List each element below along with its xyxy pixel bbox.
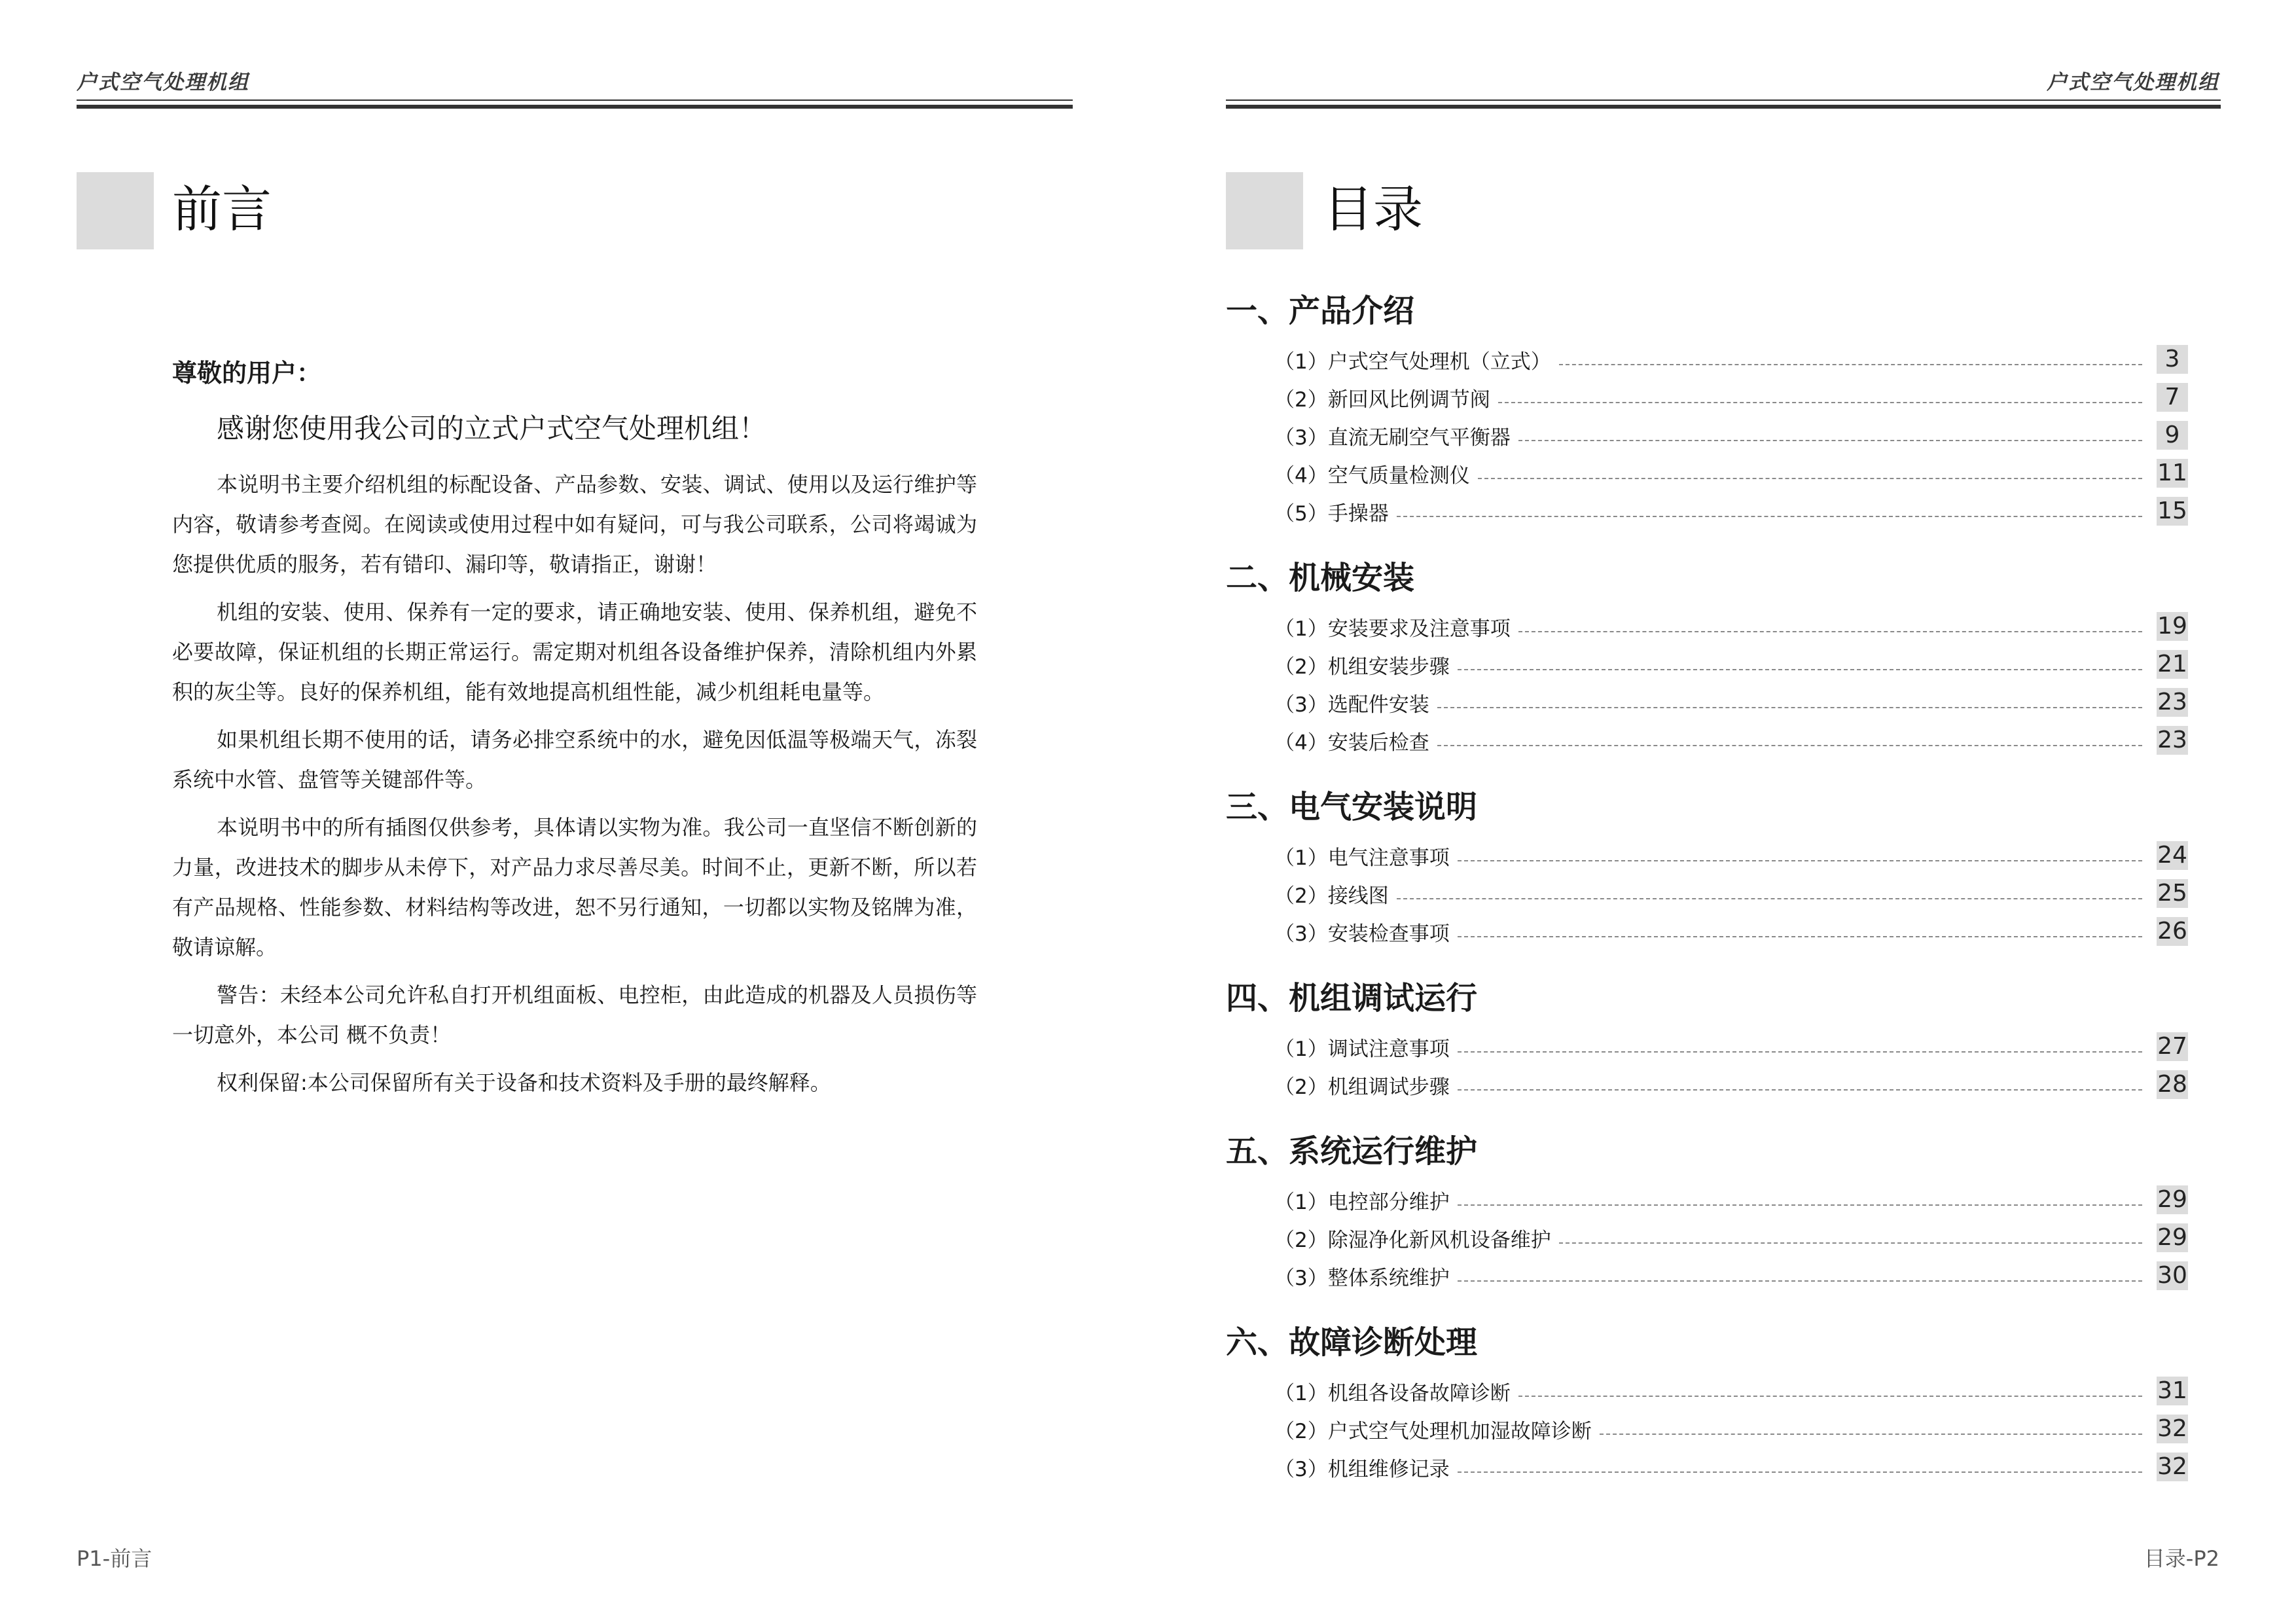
toc-leader	[1437, 707, 2142, 708]
toc-leader	[1397, 898, 2142, 899]
toc-leader	[1559, 1242, 2142, 1244]
toc-entry[interactable]	[1226, 378, 2188, 416]
toc-entry[interactable]	[1226, 1219, 2188, 1257]
toc-page-number: 23	[2157, 727, 2187, 753]
toc-entry[interactable]	[1226, 607, 2188, 645]
toc-page-number: 30	[2157, 1262, 2187, 1289]
toc-page-number: 28	[2157, 1071, 2187, 1098]
toc-section-title: 一、产品介绍	[1226, 293, 1415, 329]
toc-leader	[1518, 1396, 2142, 1397]
toc-leader	[1478, 478, 2142, 479]
toc-leader	[1600, 1434, 2142, 1435]
toc-leader	[1458, 1204, 2142, 1206]
toc-section-title: 二、机械安装	[1226, 560, 1415, 596]
warning-paragraph: 警告：未经本公司允许私自打开机组面板、电控柜，由此造成的机器及人员损伤等一切意外，本公司 概不负责！	[172, 983, 977, 1047]
toc-leader	[1559, 364, 2142, 365]
toc-entry[interactable]	[1226, 837, 2188, 875]
toc-page-number: 9	[2157, 421, 2188, 450]
preface-paragraph: 机组的安装、使用、保养有一定的要求，请正确地安装、使用、保养机组，避免不必要故障，保证机组的长期正常运行。需定期对机组各设备维护保养，清除机组内外累积的灰尘等。良好的保养机组，能有效地提高机组性能，减少机组耗电量等。	[172, 600, 977, 704]
toc-section-title: 四、机组调试运行	[1226, 980, 1478, 1017]
greeting: 尊敬的用户：	[172, 359, 322, 388]
toc-entry[interactable]	[1226, 492, 2188, 530]
toc-entry[interactable]	[1226, 875, 2188, 912]
toc-leader	[1458, 1089, 2142, 1091]
toc-page-number: 3	[2157, 345, 2188, 374]
header-rule-thin	[77, 99, 1073, 101]
preface-paragraph: 本说明书中的所有插图仅供参考，具体请以实物为准。我公司一直坚信不断创新的力量，改进技术的脚步从未停下，对产品力求尽善尽美。时间不止，更新不断，所以若有产品规格、性能参数、材料结构等改进，恕不另行通知，一切都以实物及铭牌为准，敬请谅解。	[172, 815, 977, 960]
preface-paragraph: 如果机组长期不使用的话，请务必排空系统中的水，避免因低温等极端天气，冻裂系统中水管、盘管等关键部件等。	[172, 727, 977, 792]
toc-section-title: 三、电气安装说明	[1226, 789, 1478, 825]
title-marker-block	[1226, 172, 1303, 249]
toc-page-number: 21	[2157, 651, 2187, 677]
toc-leader	[1397, 516, 2142, 517]
toc-entry-label: （3）机组维修记录	[1274, 1457, 1450, 1481]
toc-page-number: 7	[2157, 383, 2188, 412]
toc-leader	[1458, 860, 2142, 861]
toc-leader	[1458, 1471, 2142, 1473]
toc-entry-label: （3）直流无刷空气平衡器	[1274, 425, 1511, 450]
rights-paragraph: 权利保留:本公司保留所有关于设备和技术资料及手册的最终解释。	[217, 1070, 831, 1095]
header-rule-thin	[1226, 99, 2221, 101]
toc-page-number: 15	[2157, 497, 2187, 524]
toc-section	[1226, 969, 2188, 1104]
toc-section	[1226, 281, 2188, 530]
toc-page-number: 23	[2157, 689, 2187, 715]
toc-page-number: 25	[2157, 880, 2187, 907]
page-footer: P1-前言	[77, 1546, 152, 1571]
toc-entry[interactable]	[1226, 683, 2188, 721]
toc-entry-label: （3）选配件安装	[1274, 693, 1429, 717]
toc-entry-label: （3）整体系统维护	[1274, 1266, 1450, 1290]
toc-page-number: 24	[2157, 842, 2187, 869]
toc-entry[interactable]	[1226, 1372, 2188, 1410]
toc-section	[1226, 1313, 2188, 1486]
toc-entry[interactable]	[1226, 1257, 2188, 1295]
toc-entry-label: （4）空气质量检测仪	[1274, 463, 1470, 488]
toc-leader	[1458, 669, 2142, 670]
toc-entry[interactable]	[1226, 721, 2188, 759]
toc-entry-label: （1）电控部分维护	[1274, 1190, 1450, 1214]
toc-entry-label: （3）安装检查事项	[1274, 922, 1450, 946]
toc-entry-label: （1）调试注意事项	[1274, 1037, 1450, 1061]
preface-paragraph: 本说明书主要介绍机组的标配设备、产品参数、安装、调试、使用以及运行维护等内容，敬请参考查阅。在阅读或使用过程中如有疑问，可与我公司联系，公司将竭诚为您提供优质的服务，若有错印、漏印等，敬请指正，谢谢！	[172, 472, 977, 577]
toc-page-number: 31	[2157, 1377, 2187, 1404]
toc-entry-label: （2）接线图	[1274, 884, 1389, 908]
toc-entry-label: （2）机组调试步骤	[1274, 1075, 1450, 1099]
toc-entry-label: （2）机组安装步骤	[1274, 655, 1450, 679]
toc-section-title: 六、故障诊断处理	[1226, 1324, 1478, 1361]
toc-page-number: 29	[2157, 1224, 2187, 1251]
page-title: 目录	[1323, 180, 1423, 238]
header-rule-thick	[1226, 105, 2221, 109]
toc-leader	[1518, 631, 2142, 632]
toc-entry-label: （1）户式空气处理机（立式）	[1274, 350, 1551, 374]
toc-entry-label: （1）安装要求及注意事项	[1274, 617, 1511, 641]
toc-section	[1226, 778, 2188, 950]
toc-page-number: 26	[2157, 918, 2187, 945]
toc-entry[interactable]	[1226, 912, 2188, 950]
toc-leader	[1458, 1280, 2142, 1282]
toc-entry[interactable]	[1226, 416, 2188, 454]
running-header: 户式空气处理机组	[77, 71, 249, 94]
toc-entry[interactable]	[1226, 454, 2188, 492]
header-rule-thick	[77, 105, 1073, 109]
toc-entry[interactable]	[1226, 1448, 2188, 1486]
toc-entry-label: （1）机组各设备故障诊断	[1274, 1381, 1511, 1405]
page-footer: 目录-P2	[2144, 1546, 2219, 1571]
running-header: 户式空气处理机组	[2047, 71, 2219, 94]
toc-leader	[1498, 402, 2142, 403]
toc-entry[interactable]	[1226, 340, 2188, 378]
toc-entry[interactable]	[1226, 1028, 2188, 1066]
toc-entry[interactable]	[1226, 1181, 2188, 1219]
toc-page-number: 11	[2157, 460, 2187, 486]
toc-leader	[1458, 936, 2142, 937]
toc-leader	[1458, 1051, 2142, 1053]
toc-entry[interactable]	[1226, 1410, 2188, 1448]
table-of-contents	[1226, 281, 2188, 1504]
toc-page-number: 27	[2157, 1033, 2187, 1060]
toc-entry-label: （2）除湿净化新风机设备维护	[1274, 1228, 1551, 1252]
title-marker-block	[77, 172, 154, 249]
toc-entry[interactable]	[1226, 1066, 2188, 1104]
toc-entry[interactable]	[1226, 645, 2188, 683]
toc-entry-label: （4）安装后检查	[1274, 731, 1429, 755]
page-title: 前言	[172, 180, 272, 238]
toc-entry-label: （5）手操器	[1274, 501, 1389, 526]
toc-entry-label: （1）电气注意事项	[1274, 846, 1450, 870]
toc-page-number: 29	[2157, 1186, 2187, 1213]
toc-page-number: 32	[2157, 1415, 2187, 1442]
toc-entry-label: （2）新回风比例调节阀	[1274, 388, 1490, 412]
toc-leader	[1518, 440, 2142, 441]
toc-leader	[1437, 745, 2142, 746]
toc-section	[1226, 549, 2188, 759]
preface-body	[172, 347, 977, 1111]
toc-section-title: 五、系统运行维护	[1226, 1133, 1478, 1170]
toc-page-number: 32	[2157, 1453, 2187, 1480]
toc-entry-label: （2）户式空气处理机加湿故障诊断	[1274, 1419, 1592, 1443]
toc-page-number: 19	[2157, 613, 2187, 640]
toc-section	[1226, 1122, 2188, 1295]
contents-page	[1148, 0, 2296, 1624]
thanks-line: 感谢您使用我公司的立式户式空气处理机组！	[217, 412, 767, 444]
